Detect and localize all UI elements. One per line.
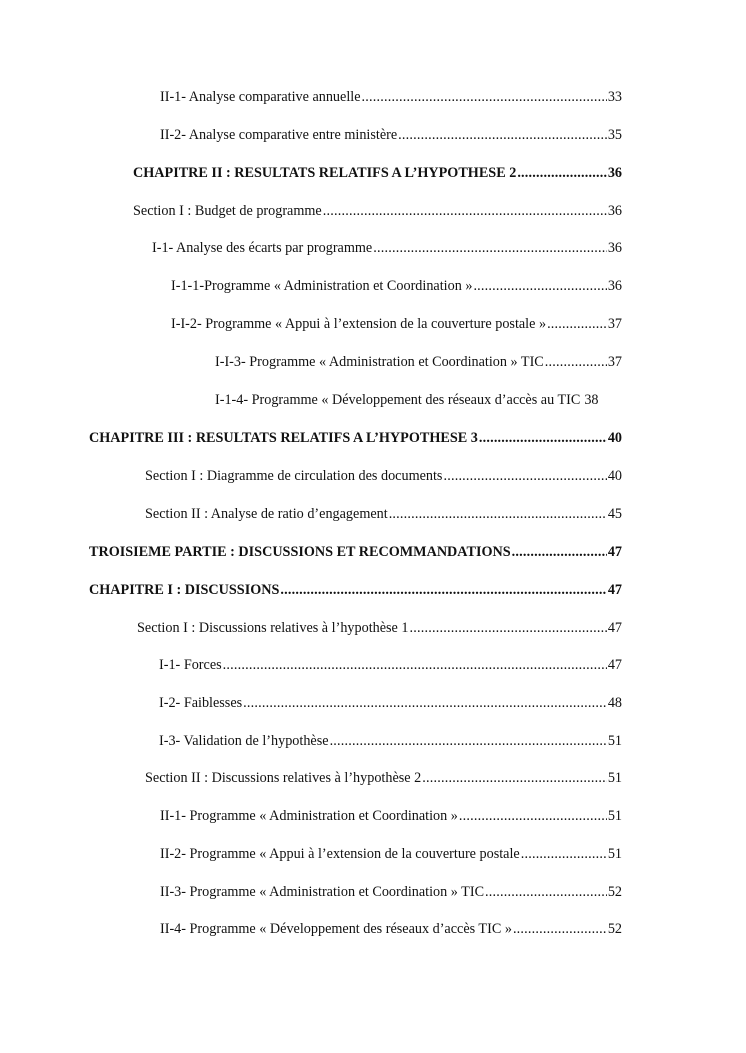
toc-dot-leader — [479, 429, 607, 447]
toc-entry-page-number: 47 — [607, 544, 622, 560]
toc-dot-leader — [422, 769, 607, 787]
toc-entry-title: I-I-3- Programme « Administration et Coordination » TIC — [215, 354, 544, 370]
toc-entry-page-number: 48 — [607, 695, 622, 711]
toc-entry-ii-2-analyse-comparative-entre-ministere[interactable] — [160, 126, 622, 144]
toc-entry-title: I-3- Validation de l’hypothèse — [159, 733, 329, 749]
toc-entry-title: I-1-1-Programme « Administration et Coordination » — [171, 278, 473, 294]
toc-entry-title: I-2- Faiblesses — [159, 695, 243, 711]
toc-entry-section-ii-analyse-ratio-engagement[interactable] — [145, 505, 622, 523]
toc-entry-title: Section II : Discussions relatives à l’hypothèse 2 — [145, 770, 422, 786]
toc-entry-page-number: 36 — [607, 165, 622, 181]
toc-entry-title: II-3- Programme « Administration et Coordination » TIC — [160, 884, 485, 900]
toc-dot-leader — [513, 920, 607, 938]
toc-entry-title: II-1- Analyse comparative annuelle — [160, 89, 361, 105]
toc-dot-leader — [521, 845, 607, 863]
toc-entry-page-number: 40 — [607, 430, 622, 446]
toc-entry-chapitre-iii-resultats-hypothese-3[interactable] — [89, 429, 622, 447]
toc-entry-page-number: 36 — [607, 240, 622, 256]
toc-dot-leader — [473, 277, 606, 295]
toc-dot-leader — [373, 239, 607, 257]
toc-entry-page-number: 51 — [607, 770, 622, 786]
toc-entry-page-number: 47 — [607, 582, 622, 598]
toc-entry-chapitre-i-discussions[interactable] — [89, 581, 622, 599]
toc-entry-page-number: 51 — [607, 846, 622, 862]
toc-dot-leader — [517, 164, 607, 182]
toc-entry-ii-2-programme-appui-extension[interactable] — [160, 845, 622, 863]
toc-entry-title: I-I-2- Programme « Appui à l’extension de la couverture postale » — [171, 316, 547, 332]
toc-entry-section-i-discussions-hypothese-1[interactable] — [137, 619, 622, 637]
toc-entry-title: Section I : Discussions relatives à l’hypothèse 1 — [137, 620, 409, 636]
toc-entry-title: I-1- Analyse des écarts par programme — [152, 240, 373, 256]
toc-entry-page-number: 51 — [607, 808, 622, 824]
toc-entry-troisieme-partie[interactable] — [89, 543, 622, 561]
toc-entry-ii-4-programme-developpement-reseaux[interactable] — [160, 920, 622, 938]
toc-entry-i-1-forces[interactable] — [159, 656, 622, 674]
toc-entry-chapitre-ii-resultats-hypothese-2[interactable] — [133, 164, 622, 182]
toc-dot-leader — [280, 581, 606, 599]
toc-entry-title: I-1-4- Programme « Développement des réseaux d’accès au TIC — [215, 392, 581, 408]
toc-dot-leader — [459, 807, 607, 825]
toc-entry-section-ii-discussions-hypothese-2[interactable] — [145, 769, 622, 787]
toc-entry-section-i-budget-de-programme[interactable] — [133, 202, 622, 220]
toc-entry-title: CHAPITRE I : DISCUSSIONS — [89, 582, 280, 598]
toc-entry-page-number: 47 — [607, 620, 622, 636]
toc-entry-page-number: 40 — [607, 468, 622, 484]
toc-entry-title: II-2- Analyse comparative entre ministère — [160, 127, 398, 143]
toc-entry-title: Section II : Analyse de ratio d’engagement — [145, 506, 388, 522]
toc-entry-page-number: 36 — [607, 278, 622, 294]
toc-entry-title: II-2- Programme « Appui à l’extension de la couverture postale — [160, 846, 520, 862]
toc-entry-ii-1-analyse-comparative-annuelle[interactable] — [160, 88, 622, 106]
toc-entry-ii-3-programme-administration-tic[interactable] — [160, 883, 622, 901]
toc-entry-i-3-validation-hypothese[interactable] — [159, 732, 622, 750]
toc-entry-page-number: 45 — [607, 506, 622, 522]
toc-entry-i-i-3-programme-administration-tic[interactable] — [215, 353, 622, 371]
toc-entry-page-number: 37 — [607, 316, 622, 332]
toc-entry-i-2-faiblesses[interactable] — [159, 694, 622, 712]
toc-dot-leader — [362, 88, 607, 106]
toc-entry-page-number: 37 — [607, 354, 622, 370]
toc-entry-i-i-2-programme-appui-extension[interactable] — [171, 315, 622, 333]
toc-entry-title: II-1- Programme « Administration et Coordination » — [160, 808, 458, 824]
toc-entry-page-number: 38 — [584, 392, 599, 408]
toc-entry-i-1-1-programme-administration[interactable] — [171, 277, 622, 295]
toc-dot-leader — [389, 505, 607, 523]
toc-dot-leader — [485, 883, 607, 901]
toc-entry-section-i-diagramme-circulation[interactable] — [145, 467, 622, 485]
toc-entry-title: CHAPITRE II : RESULTATS RELATIFS A L’HYPOTHESE 2 — [133, 165, 517, 181]
toc-dot-leader — [409, 619, 606, 637]
toc-dot-leader — [223, 656, 607, 674]
toc-entry-page-number: 52 — [607, 921, 622, 937]
toc-entry-page-number: 36 — [607, 203, 622, 219]
toc-dot-leader — [443, 467, 606, 485]
toc-entry-i-1-4-programme-developpement-reseaux[interactable] — [215, 391, 622, 409]
toc-entry-title: Section I : Budget de programme — [133, 203, 322, 219]
toc-entry-title: TROISIEME PARTIE : DISCUSSIONS ET RECOMMANDATIONS — [89, 544, 511, 560]
toc-entry-title: II-4- Programme « Développement des réseaux d’accès TIC » — [160, 921, 512, 937]
toc-dot-leader — [512, 543, 607, 561]
toc-dot-leader — [398, 126, 607, 144]
toc-entry-page-number: 47 — [607, 657, 622, 673]
toc-dot-leader — [243, 694, 607, 712]
toc-entry-title: CHAPITRE III : RESULTATS RELATIFS A L’HYPOTHESE 3 — [89, 430, 478, 446]
toc-entry-page-number: 33 — [607, 89, 622, 105]
toc-entry-page-number: 35 — [607, 127, 622, 143]
toc-dot-leader — [330, 732, 607, 750]
toc-dot-leader — [547, 315, 607, 333]
toc-entry-ii-1-programme-administration[interactable] — [160, 807, 622, 825]
toc-dot-leader — [323, 202, 607, 220]
toc-entry-title: I-1- Forces — [159, 657, 222, 673]
toc-entry-i-1-analyse-des-ecarts[interactable] — [152, 239, 622, 257]
toc-entry-page-number: 52 — [607, 884, 622, 900]
toc-entry-title: Section I : Diagramme de circulation des documents — [145, 468, 443, 484]
toc-entry-page-number: 51 — [607, 733, 622, 749]
toc-dot-leader — [545, 353, 607, 371]
